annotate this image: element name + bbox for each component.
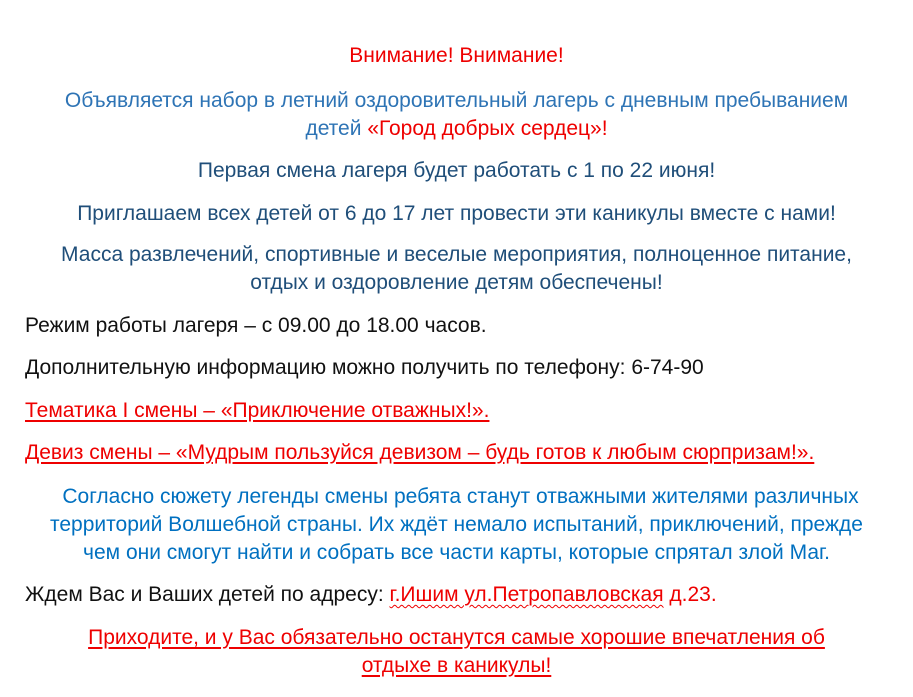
- legend-line-2: территорий Волшебной страны. Их ждёт немало испытаний, приключений, прежде: [50, 513, 863, 536]
- closing-text-2: отдыхе в каникулы!: [361, 654, 552, 677]
- attention-heading: Внимание! Внимание!: [349, 44, 564, 67]
- schedule-text: Режим работы лагеря – с 09.00 до 18.00 часов.: [25, 314, 487, 337]
- benefits-line-1: Масса развлечений, спортивные и веселые мероприятия, полноценное питание,: [61, 243, 852, 266]
- address-street: г.Ишим ул.Петропавловская: [389, 583, 664, 606]
- closing-text-1: Приходите, и у Вас обязательно останутся самые хорошие впечатления об: [88, 626, 825, 649]
- phone-info-text: Дополнительную информацию можно получить по телефону: 6-74-90: [25, 356, 704, 379]
- address-line: [25, 582, 717, 608]
- invitation-text: Приглашаем всех детей от 6 до 17 лет провести эти каникулы вместе с нами!: [77, 202, 836, 225]
- announcement-prefix: детей: [305, 117, 368, 140]
- shift-theme-text: Тематика I смены – «Приключение отважных!».: [25, 399, 490, 422]
- address-prefix: Ждем Вас и Ваших детей по адресу:: [25, 583, 390, 606]
- announcement-line-2: [0, 116, 913, 142]
- announcement-line-1: Объявляется набор в летний оздоровительный лагерь с дневным пребыванием: [64, 89, 849, 112]
- legend-line-3: чем они смогут найти и собрать все части карты, которые спрятал злой Маг.: [83, 541, 830, 564]
- address-house: д.23.: [663, 583, 717, 606]
- first-shift-text: Первая смена лагеря будет работать с 1 по 22 июня!: [197, 159, 716, 182]
- shift-motto-text: Девиз смены – «Мудрым пользуйся девизом – будь готов к любым сюрпризам!».: [25, 441, 815, 464]
- closing-line-1: [0, 625, 913, 651]
- camp-name: «Город добрых сердец»!: [367, 117, 608, 140]
- closing-line-2: [0, 653, 913, 679]
- benefits-line-2: отдых и оздоровление детям обеспечены!: [250, 271, 663, 294]
- legend-line-1: Согласно сюжету легенды смены ребята станут отважными жителями различных: [62, 485, 859, 508]
